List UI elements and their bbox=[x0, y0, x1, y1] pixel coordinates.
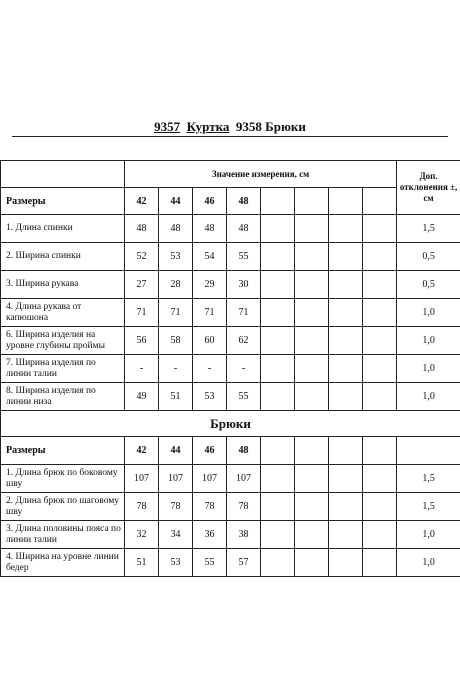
parameter-name: 6. Ширина изделия на уровне глубины проймы bbox=[1, 327, 125, 355]
title-underline-rule bbox=[12, 136, 448, 137]
empty-value-cell bbox=[329, 521, 363, 549]
value-cell: 107 bbox=[159, 465, 193, 493]
empty-value-cell bbox=[329, 243, 363, 271]
empty-value-cell bbox=[295, 383, 329, 411]
table-row bbox=[1, 355, 460, 383]
empty-value-cell bbox=[329, 355, 363, 383]
empty-value-cell bbox=[261, 327, 295, 355]
empty-value-cell bbox=[329, 493, 363, 521]
value-cell: 107 bbox=[193, 465, 227, 493]
value-cell: 32 bbox=[125, 521, 159, 549]
value-cell: 55 bbox=[227, 243, 261, 271]
value-cell: 49 bbox=[125, 383, 159, 411]
tolerance-cell: 1,0 bbox=[397, 521, 460, 549]
value-cell: 48 bbox=[193, 215, 227, 243]
empty-value-cell bbox=[363, 355, 397, 383]
empty-size-cell bbox=[295, 437, 329, 465]
value-cell: 60 bbox=[193, 327, 227, 355]
size-cell: 48 bbox=[227, 188, 261, 215]
value-cell: 71 bbox=[227, 299, 261, 327]
tolerance-header: Доп. отклонения ±, см bbox=[397, 161, 460, 215]
jacket-name: Куртка bbox=[186, 119, 230, 134]
empty-value-cell bbox=[363, 521, 397, 549]
empty-value-cell bbox=[261, 271, 295, 299]
empty-value-cell bbox=[363, 465, 397, 493]
value-cell: 78 bbox=[227, 493, 261, 521]
value-cell: 71 bbox=[193, 299, 227, 327]
empty-value-cell bbox=[295, 215, 329, 243]
value-cell: 30 bbox=[227, 271, 261, 299]
empty-value-cell bbox=[295, 465, 329, 493]
empty-value-cell bbox=[295, 493, 329, 521]
value-cell: 62 bbox=[227, 327, 261, 355]
sizes-label: Размеры bbox=[1, 437, 125, 465]
table-row bbox=[1, 521, 460, 549]
value-cell: 48 bbox=[125, 215, 159, 243]
tolerance-cell: 1,0 bbox=[397, 383, 460, 411]
parameter-name: 4. Длина рукава от капюшона bbox=[1, 299, 125, 327]
measurement-header-row bbox=[1, 161, 460, 188]
value-cell: - bbox=[159, 355, 193, 383]
value-cell: 52 bbox=[125, 243, 159, 271]
parameter-name: 4. Ширина на уровне линии бедер bbox=[1, 549, 125, 577]
empty-size-cell bbox=[329, 437, 363, 465]
value-cell: 27 bbox=[125, 271, 159, 299]
empty-corner-cell bbox=[1, 161, 125, 188]
value-cell: 28 bbox=[159, 271, 193, 299]
empty-size-cell bbox=[363, 188, 397, 215]
value-cell: 53 bbox=[193, 383, 227, 411]
empty-value-cell bbox=[363, 215, 397, 243]
table-row bbox=[1, 383, 460, 411]
jacket-code: 9357 bbox=[154, 119, 181, 134]
empty-size-cell bbox=[261, 188, 295, 215]
empty-size-cell bbox=[295, 188, 329, 215]
value-cell: 53 bbox=[159, 243, 193, 271]
empty-value-cell bbox=[363, 299, 397, 327]
table-row bbox=[1, 271, 460, 299]
pants-sizes-row bbox=[1, 437, 460, 465]
empty-value-cell bbox=[363, 549, 397, 577]
value-cell: 56 bbox=[125, 327, 159, 355]
table-row bbox=[1, 243, 460, 271]
table-row bbox=[1, 327, 460, 355]
value-cell: - bbox=[227, 355, 261, 383]
value-cell: - bbox=[193, 355, 227, 383]
parameter-name: 7. Ширина изделия по линии талии bbox=[1, 355, 125, 383]
tolerance-cell: 1,0 bbox=[397, 327, 460, 355]
size-cell: 42 bbox=[125, 188, 159, 215]
parameter-name: 3. Длина половины пояса по линии талии bbox=[1, 521, 125, 549]
empty-size-cell bbox=[261, 437, 295, 465]
value-cell: 29 bbox=[193, 271, 227, 299]
empty-value-cell bbox=[363, 243, 397, 271]
empty-value-cell bbox=[295, 355, 329, 383]
value-cell: 107 bbox=[227, 465, 261, 493]
value-cell: - bbox=[125, 355, 159, 383]
value-cell: 36 bbox=[193, 521, 227, 549]
empty-value-cell bbox=[295, 549, 329, 577]
tolerance-cell: 1,0 bbox=[397, 549, 460, 577]
empty-value-cell bbox=[329, 271, 363, 299]
empty-value-cell bbox=[329, 549, 363, 577]
tolerance-cell: 1,0 bbox=[397, 299, 460, 327]
table-row bbox=[1, 465, 460, 493]
value-cell: 53 bbox=[159, 549, 193, 577]
value-cell: 38 bbox=[227, 521, 261, 549]
table-row bbox=[1, 549, 460, 577]
size-cell: 46 bbox=[193, 437, 227, 465]
value-cell: 48 bbox=[227, 215, 261, 243]
sizes-label: Размеры bbox=[1, 188, 125, 215]
empty-value-cell bbox=[261, 465, 295, 493]
empty-tolerance-cell bbox=[397, 437, 460, 465]
empty-value-cell bbox=[261, 493, 295, 521]
value-cell: 54 bbox=[193, 243, 227, 271]
empty-value-cell bbox=[261, 383, 295, 411]
pants-code: 9358 bbox=[235, 119, 262, 134]
size-cell: 42 bbox=[125, 437, 159, 465]
value-cell: 51 bbox=[125, 549, 159, 577]
value-cell: 71 bbox=[159, 299, 193, 327]
empty-value-cell bbox=[261, 215, 295, 243]
parameter-name: 3. Ширина рукава bbox=[1, 271, 125, 299]
pants-section-title: Брюки bbox=[1, 411, 460, 437]
value-cell: 78 bbox=[193, 493, 227, 521]
parameter-name: 2. Длина брюк по шаговому шву bbox=[1, 493, 125, 521]
size-cell: 46 bbox=[193, 188, 227, 215]
empty-size-cell bbox=[329, 188, 363, 215]
empty-value-cell bbox=[261, 549, 295, 577]
size-cell: 44 bbox=[159, 437, 193, 465]
empty-value-cell bbox=[363, 327, 397, 355]
value-cell: 71 bbox=[125, 299, 159, 327]
tolerance-cell: 0,5 bbox=[397, 243, 460, 271]
document-title bbox=[0, 119, 460, 135]
empty-value-cell bbox=[329, 383, 363, 411]
value-cell: 107 bbox=[125, 465, 159, 493]
value-cell: 78 bbox=[125, 493, 159, 521]
tolerance-cell: 1,5 bbox=[397, 493, 460, 521]
tolerance-cell: 0,5 bbox=[397, 271, 460, 299]
size-cell: 44 bbox=[159, 188, 193, 215]
pants-name: Брюки bbox=[265, 119, 306, 134]
empty-size-cell bbox=[363, 437, 397, 465]
value-cell: 55 bbox=[227, 383, 261, 411]
empty-value-cell bbox=[363, 271, 397, 299]
value-cell: 58 bbox=[159, 327, 193, 355]
empty-value-cell bbox=[363, 493, 397, 521]
value-cell: 51 bbox=[159, 383, 193, 411]
empty-value-cell bbox=[295, 327, 329, 355]
table-body bbox=[1, 161, 460, 577]
table-row bbox=[1, 215, 460, 243]
parameter-name: 1. Длина спинки bbox=[1, 215, 125, 243]
empty-value-cell bbox=[261, 521, 295, 549]
size-spec-table bbox=[0, 160, 460, 577]
tolerance-cell: 1,0 bbox=[397, 355, 460, 383]
empty-value-cell bbox=[261, 355, 295, 383]
value-cell: 57 bbox=[227, 549, 261, 577]
measurement-header: Значение измерения, см bbox=[125, 161, 397, 188]
empty-value-cell bbox=[329, 215, 363, 243]
empty-value-cell bbox=[329, 327, 363, 355]
parameter-name: 2. Ширина спинки bbox=[1, 243, 125, 271]
value-cell: 78 bbox=[159, 493, 193, 521]
table-row bbox=[1, 493, 460, 521]
pants-section-row bbox=[1, 411, 460, 437]
empty-value-cell bbox=[295, 243, 329, 271]
value-cell: 55 bbox=[193, 549, 227, 577]
parameter-name: 8. Ширина изделия по линии низа bbox=[1, 383, 125, 411]
parameter-name: 1. Длина брюк по боковому шву bbox=[1, 465, 125, 493]
table-row bbox=[1, 299, 460, 327]
value-cell: 48 bbox=[159, 215, 193, 243]
empty-value-cell bbox=[295, 521, 329, 549]
empty-value-cell bbox=[329, 465, 363, 493]
empty-value-cell bbox=[295, 299, 329, 327]
size-cell: 48 bbox=[227, 437, 261, 465]
empty-value-cell bbox=[295, 271, 329, 299]
empty-value-cell bbox=[261, 243, 295, 271]
value-cell: 34 bbox=[159, 521, 193, 549]
empty-value-cell bbox=[261, 299, 295, 327]
empty-value-cell bbox=[329, 299, 363, 327]
tolerance-cell: 1,5 bbox=[397, 215, 460, 243]
tolerance-cell: 1,5 bbox=[397, 465, 460, 493]
jacket-sizes-row bbox=[1, 188, 460, 215]
empty-value-cell bbox=[363, 383, 397, 411]
